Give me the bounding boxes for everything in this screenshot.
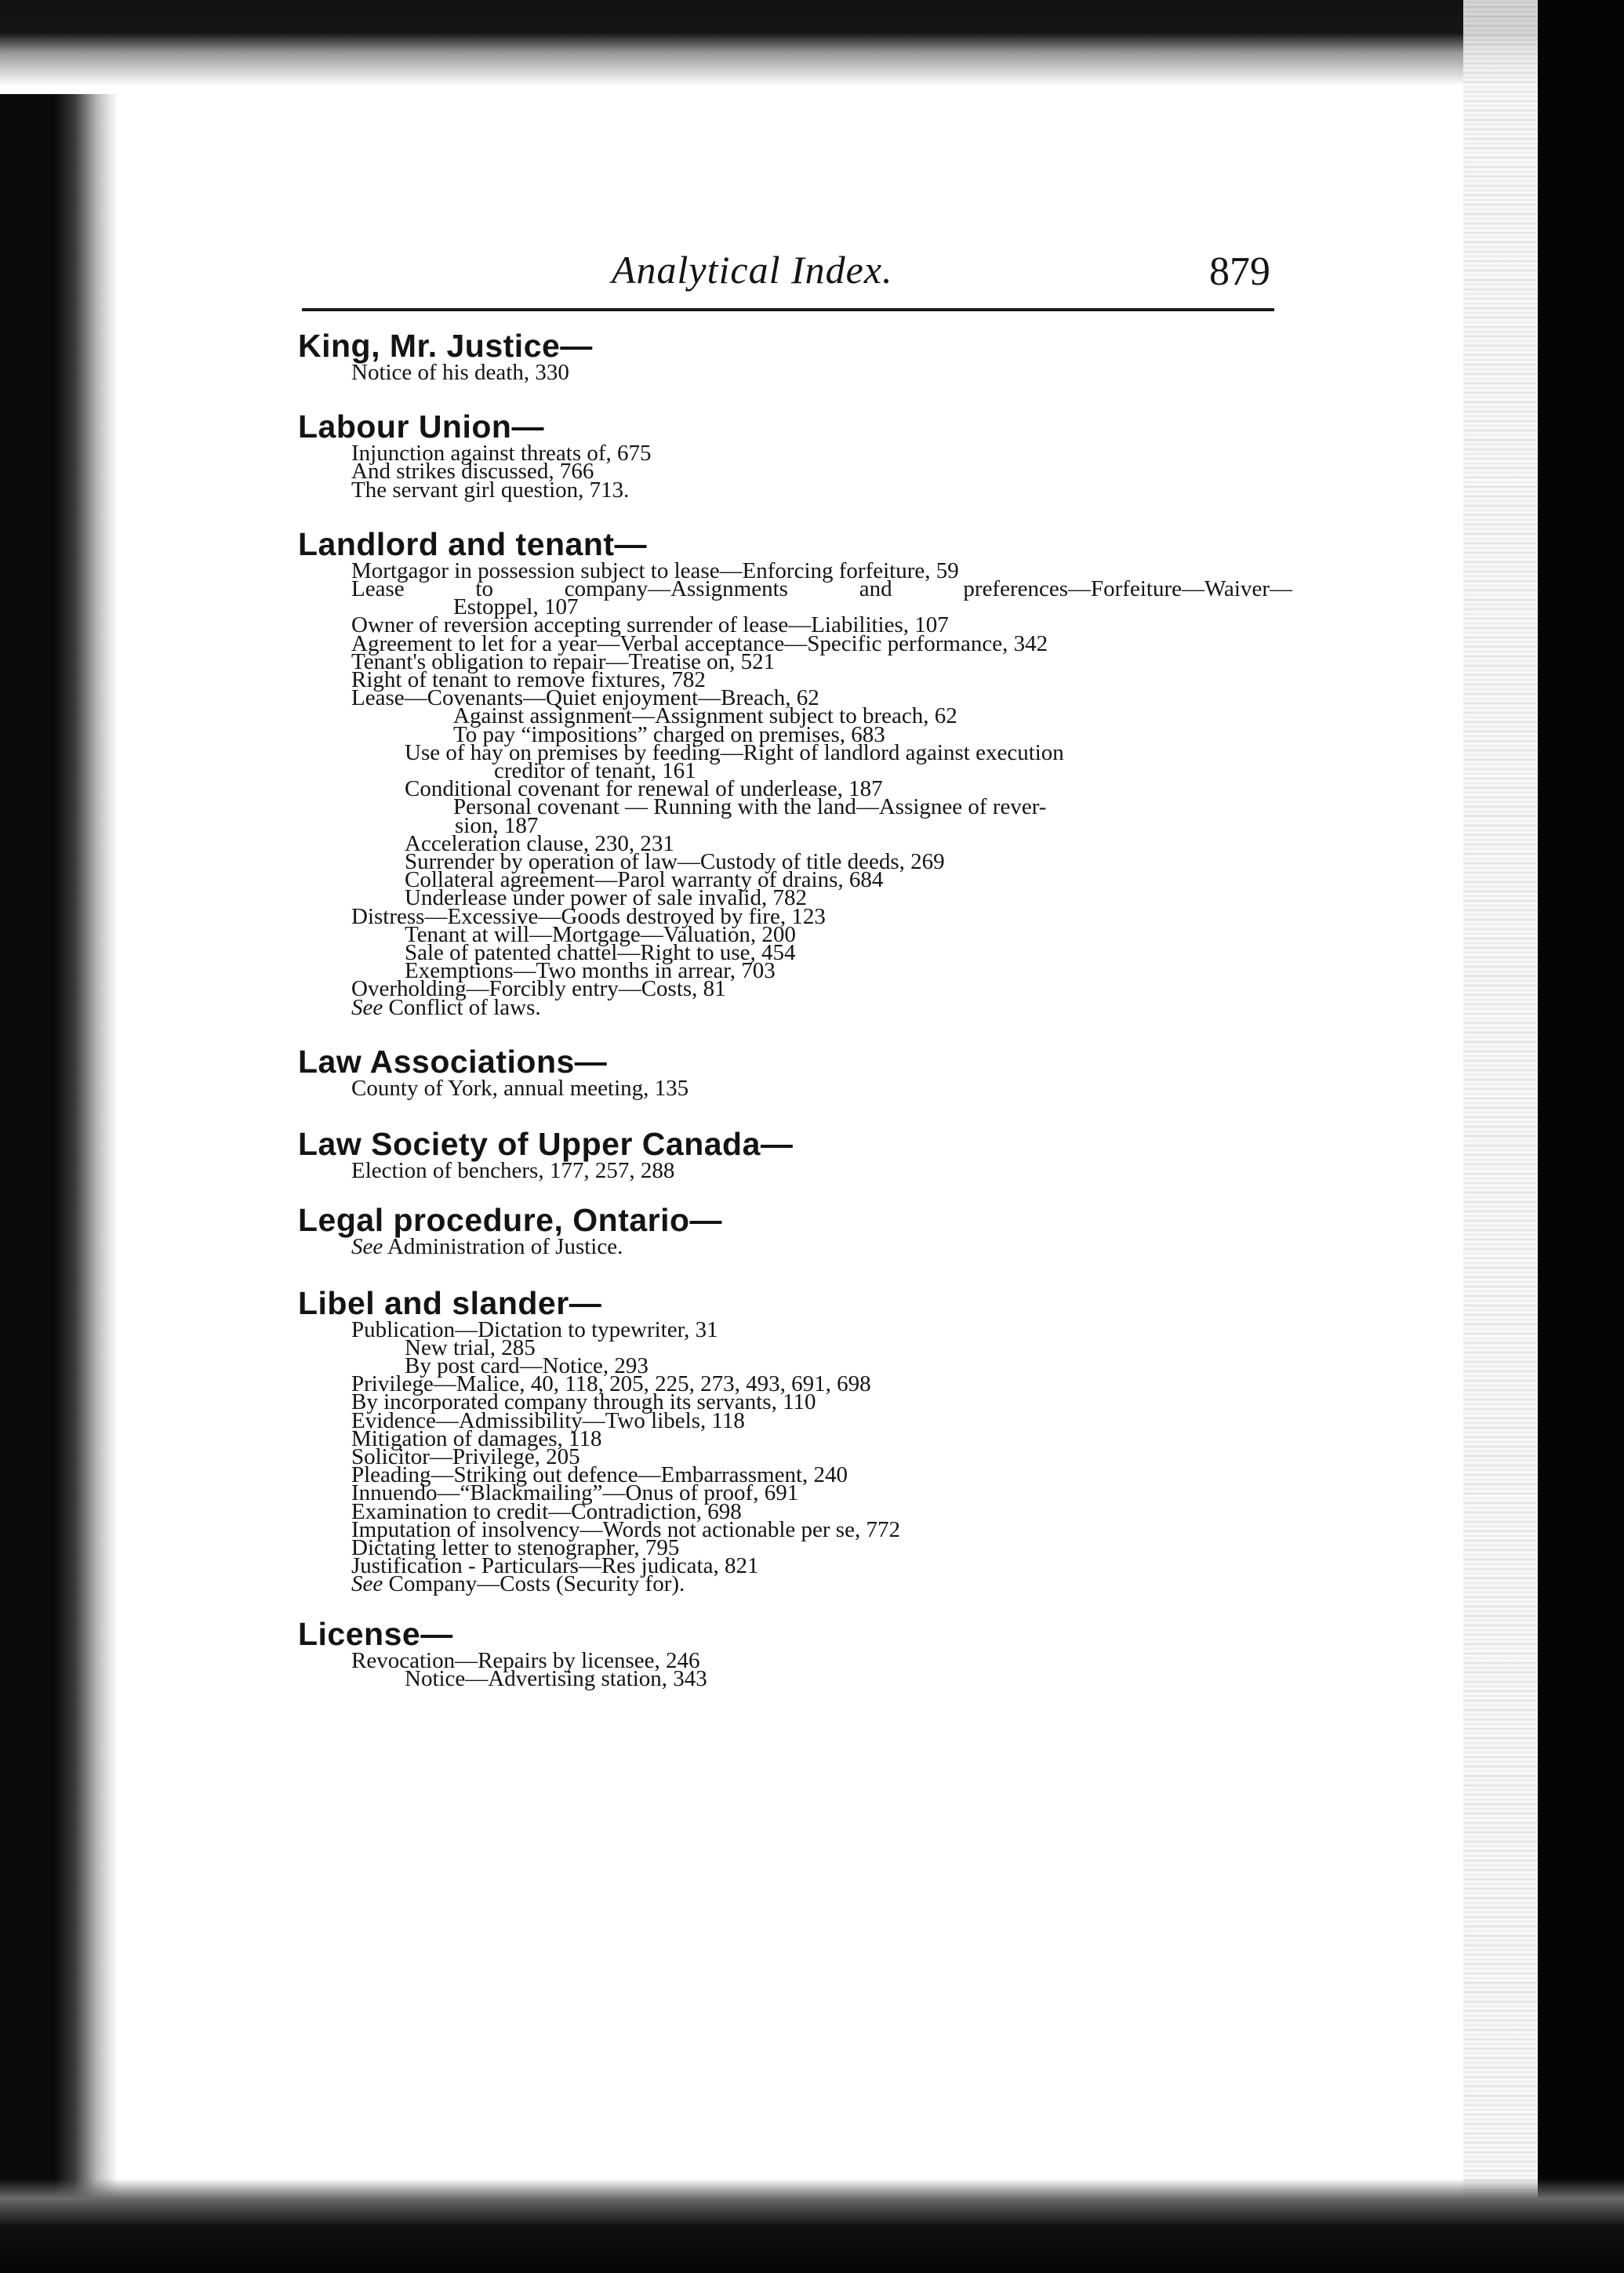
index-entry: Distress—Excessive—Goods destroyed by fire, 123 bbox=[351, 903, 826, 929]
index-entry: Conditional covenant for renewal of underlease, 187 bbox=[405, 776, 883, 802]
index-heading: King, Mr. Justice— bbox=[298, 328, 593, 364]
index-entry: sion, 187 bbox=[455, 812, 539, 838]
index-entry: Surrender by operation of law—Custody of title deeds, 269 bbox=[405, 849, 945, 875]
index-entry: Against assignment—Assignment subject to breach, 62 bbox=[453, 703, 957, 729]
index-entry: Overholding—Forcibly entry—Costs, 81 bbox=[351, 976, 726, 1002]
index-entry: Exemptions—Two months in arrear, 703 bbox=[405, 958, 776, 984]
scan-edge-right-strip bbox=[1463, 0, 1538, 2273]
index-entry: Use of hay on premises by feeding—Right of landlord against execution bbox=[405, 739, 1064, 765]
index-section bbox=[298, 1202, 1294, 1260]
index-entry bbox=[298, 1571, 1294, 1597]
index-entry: The servant girl question, 713. bbox=[351, 477, 630, 503]
index-entry: Acceleration clause, 230, 231 bbox=[405, 830, 674, 856]
index-entry: Imputation of insolvency—Words not actionable per se, 772 bbox=[351, 1516, 900, 1542]
scan-edge-right bbox=[1538, 0, 1624, 2273]
index-heading: Landlord and tenant— bbox=[298, 525, 648, 562]
index-section bbox=[298, 525, 1294, 1020]
scan-edge-bottom bbox=[0, 2179, 1624, 2273]
index-entry: Revocation—Repairs by licensee, 246 bbox=[351, 1647, 700, 1673]
index-entry-text: Company—Costs (Security for). bbox=[388, 1571, 685, 1597]
see-reference-label: See bbox=[351, 1571, 383, 1597]
header-rule bbox=[302, 308, 1274, 311]
index-entry: Personal covenant — Running with the land—Assignee of rever- bbox=[453, 794, 1047, 820]
index-entry: Solicitor—Privilege, 205 bbox=[351, 1443, 580, 1469]
index-content bbox=[298, 328, 1294, 1691]
index-entry: County of York, annual meeting, 135 bbox=[351, 1075, 689, 1101]
index-entry: Right of tenant to remove fixtures, 782 bbox=[351, 667, 706, 693]
index-entry: Mortgagor in possession subject to lease—Enforcing forfeiture, 59 bbox=[351, 557, 959, 583]
index-entry: Tenant at will—Mortgage—Valuation, 200 bbox=[405, 921, 796, 947]
index-heading: Legal procedure, Ontario— bbox=[298, 1202, 723, 1239]
index-heading: License— bbox=[298, 1615, 453, 1652]
index-entry: Estoppel, 107 bbox=[453, 594, 579, 620]
index-section bbox=[298, 328, 1294, 385]
see-reference-label: See bbox=[351, 994, 383, 1020]
index-entry: Justification - Particulars—Res judicata, 821 bbox=[351, 1553, 759, 1579]
index-heading: Law Associations— bbox=[298, 1043, 608, 1080]
index-entry: Dictating letter to stenographer, 795 bbox=[351, 1534, 680, 1560]
index-heading: Libel and slander— bbox=[298, 1284, 602, 1321]
scan-edge-top bbox=[0, 0, 1624, 94]
see-reference-label: See bbox=[351, 1234, 383, 1260]
index-entry: Privilege—Malice, 40, 118, 205, 225, 273, 493, 691, 698 bbox=[351, 1371, 871, 1397]
index-entry: By incorporated company through its servants, 110 bbox=[351, 1389, 816, 1415]
index-section bbox=[298, 408, 1294, 503]
index-entry: To pay “impositions” charged on premises, 683 bbox=[453, 721, 885, 747]
index-entry bbox=[298, 1234, 1294, 1260]
index-entry-text: Conflict of laws. bbox=[388, 994, 541, 1020]
page-number: 879 bbox=[1209, 249, 1270, 294]
index-section bbox=[298, 1284, 1294, 1597]
index-entry: Pleading—Striking out defence—Embarrassment, 240 bbox=[351, 1462, 848, 1488]
index-entry: Election of benchers, 177, 257, 288 bbox=[351, 1158, 675, 1184]
index-entry: Underlease under power of sale invalid, 782 bbox=[405, 885, 807, 911]
index-entry: Publication—Dictation to typewriter, 31 bbox=[351, 1316, 718, 1342]
index-entry: By post card—Notice, 293 bbox=[405, 1353, 649, 1378]
scan-edge-left bbox=[0, 0, 118, 2273]
index-entry: Sale of patented chattel—Right to use, 454 bbox=[405, 940, 796, 966]
index-entry: Agreement to let for a year—Verbal acceptance—Specific performance, 342 bbox=[351, 630, 1048, 656]
index-entry: Lease to company—Assignments and preferences—Forfeiture—Waiver— bbox=[351, 576, 1292, 602]
index-heading: Labour Union— bbox=[298, 408, 544, 445]
page-header bbox=[298, 239, 1286, 310]
index-section bbox=[298, 1615, 1294, 1691]
index-entry: Examination to credit—Contradiction, 698 bbox=[351, 1498, 742, 1524]
index-entry: Injunction against threats of, 675 bbox=[351, 441, 652, 467]
index-entry: Owner of reversion accepting surrender of lease—Liabilities, 107 bbox=[351, 612, 949, 638]
index-entry: Tenant's obligation to repair—Treatise on, 521 bbox=[351, 648, 776, 674]
index-entry-text: Administration of Justice. bbox=[387, 1234, 623, 1260]
index-entry: Innuendo—“Blackmailing”—Onus of proof, 691 bbox=[351, 1480, 799, 1506]
index-entry: Lease—Covenants—Quiet enjoyment—Breach, 62 bbox=[351, 685, 819, 711]
index-entry: New trial, 285 bbox=[405, 1334, 536, 1360]
index-entry: Evidence—Admissibility—Two libels, 118 bbox=[351, 1407, 745, 1433]
index-entry: Notice—Advertising station, 343 bbox=[405, 1665, 707, 1691]
index-heading: Law Society of Upper Canada— bbox=[298, 1126, 794, 1163]
index-entry: And strikes discussed, 766 bbox=[351, 459, 594, 485]
index-entry bbox=[298, 994, 1294, 1020]
index-entry: Notice of his death, 330 bbox=[351, 360, 569, 385]
index-section bbox=[298, 1126, 1294, 1184]
index-section bbox=[298, 1043, 1294, 1101]
index-entry: Mitigation of damages, 118 bbox=[351, 1425, 602, 1451]
running-title: Analytical Index. bbox=[612, 248, 893, 292]
index-entry: creditor of tenant, 161 bbox=[494, 758, 696, 784]
index-entry: Collateral agreement—Parol warranty of drains, 684 bbox=[405, 867, 884, 893]
